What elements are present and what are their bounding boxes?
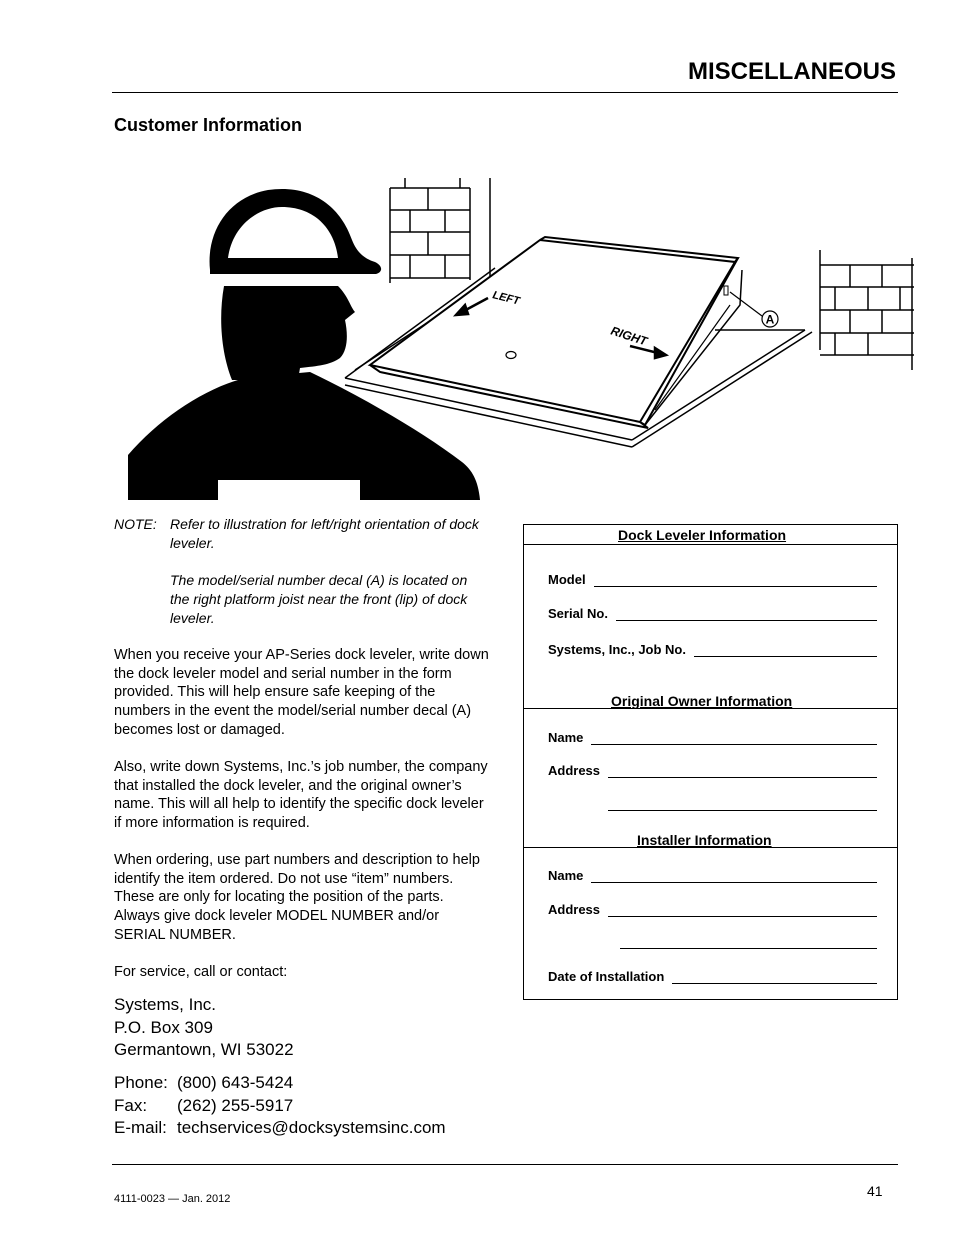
owner-name-label: Name bbox=[548, 730, 584, 745]
installer-heading: Installer Information bbox=[637, 832, 772, 848]
paragraph-ordering: When ordering, use part numbers and description to help identify the item ordered. Do not use “item” numbers. These are only for locating the position of the parts. Always give dock leveler MODEL NUMBER and/or SERIAL NUMBER. bbox=[114, 852, 480, 943]
model-label: Model bbox=[548, 572, 586, 587]
installation-date-field[interactable] bbox=[672, 969, 877, 984]
job-number-field[interactable] bbox=[694, 642, 877, 657]
owner-address-row bbox=[548, 763, 877, 778]
note-text-decal: The model/serial number decal (A) is located on the right platform joist near the front (lip) of dock leveler. bbox=[170, 572, 468, 626]
installer-name-label: Name bbox=[548, 868, 584, 883]
email-address[interactable]: techservices@docksystemsinc.com bbox=[177, 1118, 446, 1137]
fax-label: Fax: bbox=[114, 1095, 148, 1115]
serial-label: Serial No. bbox=[548, 606, 608, 621]
note-label: NOTE: bbox=[114, 516, 157, 532]
dock-leveler-illustration bbox=[120, 170, 920, 505]
phone-row bbox=[114, 1072, 446, 1095]
job-number-label: Systems, Inc., Job No. bbox=[548, 642, 686, 657]
phone-label: Phone: bbox=[114, 1073, 168, 1092]
phone-number[interactable]: (800) 643-5424 bbox=[177, 1073, 294, 1092]
customer-info-form bbox=[523, 524, 898, 1000]
document-id: 4111-0023 — Jan. 2012 bbox=[114, 1193, 231, 1205]
section-title: MISCELLANEOUS bbox=[687, 58, 896, 85]
city-state-zip: Germantown, WI 53022 bbox=[114, 1040, 294, 1059]
page-heading: Customer Information bbox=[114, 115, 303, 135]
company-name: Systems, Inc. bbox=[114, 995, 217, 1014]
header-rule bbox=[112, 92, 898, 93]
service-label: For service, call or contact: bbox=[114, 964, 288, 980]
left-label: LEFT bbox=[491, 289, 521, 308]
form-separator bbox=[524, 708, 897, 709]
contact-block bbox=[114, 1072, 446, 1140]
callout-label: A bbox=[765, 312, 775, 327]
address-block bbox=[114, 994, 294, 1062]
owner-address-line-2[interactable] bbox=[608, 810, 877, 811]
installation-date-row bbox=[548, 969, 877, 984]
model-row bbox=[548, 572, 877, 587]
owner-address-label: Address bbox=[548, 763, 601, 778]
owner-name-row bbox=[548, 730, 877, 745]
owner-address-field[interactable] bbox=[608, 763, 877, 778]
email-label: E-mail: bbox=[114, 1118, 167, 1137]
note-text-orientation: Refer to illustration for left/right orientation of dock leveler. bbox=[170, 516, 479, 551]
installer-address-row bbox=[548, 902, 877, 917]
installer-address-line-2[interactable] bbox=[620, 948, 877, 949]
right-brick-wall bbox=[820, 250, 914, 370]
owner-name-field[interactable] bbox=[591, 730, 877, 745]
original-owner-heading: Original Owner Information bbox=[611, 693, 793, 709]
form-separator bbox=[524, 544, 897, 545]
fax-number: (262) 255-5917 bbox=[177, 1095, 294, 1115]
installer-name-field[interactable] bbox=[591, 868, 877, 883]
installer-address-field[interactable] bbox=[608, 902, 877, 917]
serial-row bbox=[548, 606, 877, 621]
email-row bbox=[114, 1117, 446, 1140]
fax-row bbox=[114, 1095, 446, 1118]
footer-rule bbox=[112, 1164, 898, 1165]
paragraph-record-numbers: When you receive your AP-Series dock leveler, write down the dock leveler model and serial number in the form provided. This will help ensure safe keeping of the numbers in the event the model/serial number decal (A) becomes lost or damaged. bbox=[114, 647, 489, 738]
po-box: P.O. Box 309 bbox=[114, 1017, 213, 1037]
installer-address-label: Address bbox=[548, 902, 601, 917]
form-separator bbox=[524, 847, 897, 848]
left-brick-wall bbox=[390, 178, 490, 283]
paragraph-job-number: Also, write down Systems, Inc.’s job number, the company that installed the dock leveler, and the original owner’s name. This will all help to identify the specific dock leveler if more information is required. bbox=[114, 759, 488, 832]
job-number-row bbox=[548, 642, 877, 657]
leveler-deck bbox=[370, 237, 742, 428]
installation-date-label: Date of Installation bbox=[548, 969, 665, 984]
installer-name-row bbox=[548, 868, 877, 883]
model-field[interactable] bbox=[594, 572, 877, 587]
dock-leveler-heading: Dock Leveler Information bbox=[618, 527, 787, 543]
right-label: RIGHT bbox=[609, 323, 649, 349]
page-number: 41 bbox=[867, 1183, 883, 1199]
serial-field[interactable] bbox=[616, 606, 877, 621]
